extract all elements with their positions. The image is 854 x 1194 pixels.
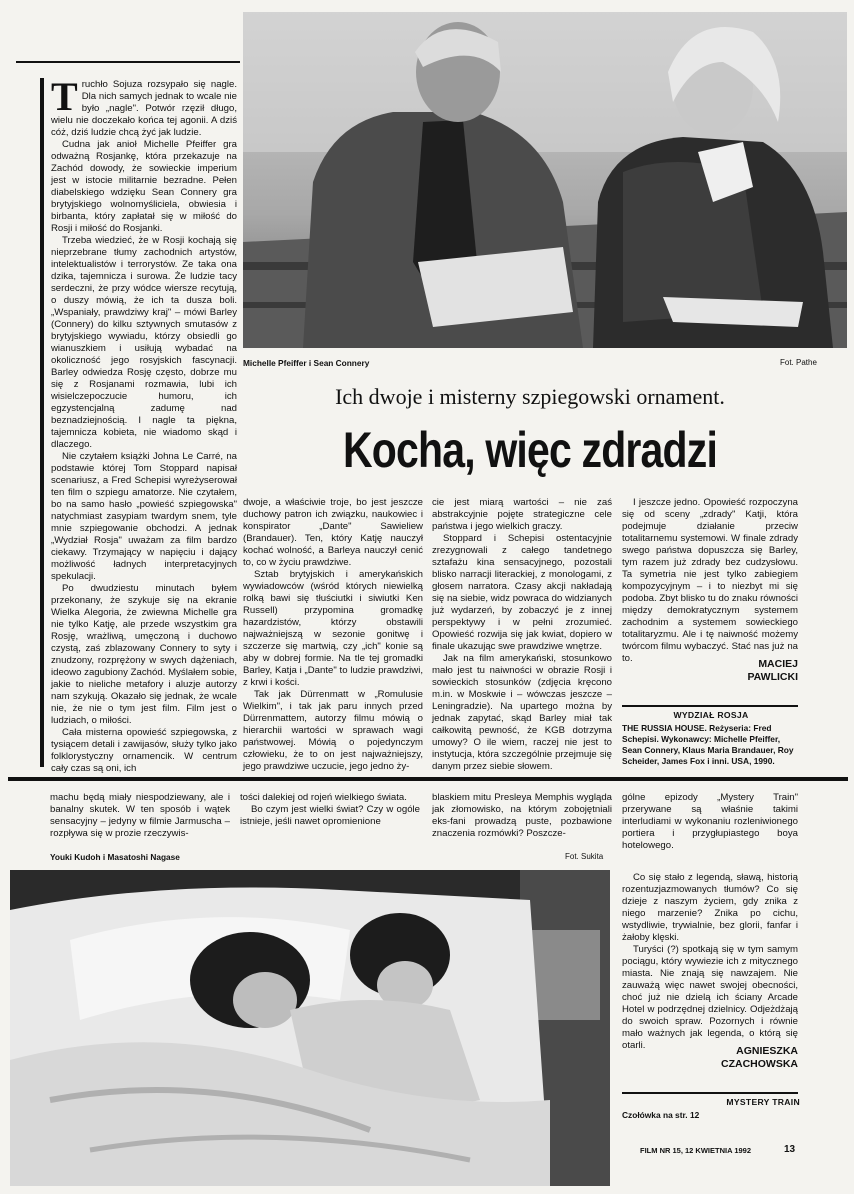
paragraph: Nie czytałem książki Johna Le Carré, na podstawie której Tom Stoppard napisał scenariusz, a Fred Schepisi wyreżyserował ten film o szpiegu amatorze. Nie czytałem, bo na samo hasło „powieść szpiegowska" natychmiast zasypiam twardym snem, tyle mnie szpiegowanie obchodzi. A jednak „Wydział Rosja" uważam za film bardzo ciekawy. Trzymający w napięciu i dający możliwość ładnych interpretacyjnych spekulacji. xyxy=(51,451,237,582)
issue-info: FILM NR 15, 12 KWIETNIA 1992 xyxy=(640,1146,751,1155)
article-column-2 xyxy=(243,497,423,772)
paragraph: machu będą miały niespodziewany, ale i banalny skutek. W ten sposób i wątek sensacyjny – jedyny w filmie Jarmuscha – rozpływa się w prozie rzeczywis- xyxy=(50,792,230,839)
author2-first-name: AGNIESZKA xyxy=(736,1045,798,1057)
photo2-credit: Fot. Sukita xyxy=(565,852,604,861)
article-column-1 xyxy=(51,74,237,774)
paragraph: Tak jak Dürrenmatt w „Romulusie Wielkim", i tak jak paru innych przed Dürrenmattem, autorzy filmu mówią o hierarchii wartości w sprawach wagi państwowej. Mówią o pojedynczym człowieku, że to on jest najważniejszy, jego prawdziwe uczucie, jego jedno ży- xyxy=(243,689,423,772)
article-headline: Kocha, więc zdradzi xyxy=(342,422,718,478)
paragraph: tości dalekiej od rojeń wielkiego świata. xyxy=(240,792,407,803)
photo-credit: Fot. Pathe xyxy=(780,358,817,367)
paragraph: Bo czym jest wielki świat? Czy w ogóle istnieje, jeśli nawet opromienione xyxy=(240,804,420,827)
section-divider xyxy=(8,777,848,781)
paragraph: Co się stało z legendą, sławą, historią rozentuzjazmowanych tłumów? Co się dzieje z naszym życiem, gdy znika z niego marzenie? Znika po cichu, wstydliwie, trywialnie, bez glorii, fanfar i żałoby klęski. xyxy=(622,872,798,943)
author-byline xyxy=(622,658,798,684)
film-still-russia-house xyxy=(243,12,847,348)
paragraph: blaskiem mitu Presleya Memphis wygląda jak złomowisko, na którym zobojętniali eks-fani prowadzą puste, pozbawione znaczenia rozmówki? Poszcze- xyxy=(432,792,612,839)
info-box2-rule xyxy=(622,1092,798,1094)
paragraph: ruchło Sojuza rozsypało się nagle. Dla nich samych jednak to wcale nie było „nagle". Potwór rzęził długo, wielu nie doczekało końca tej agonii. A dziś cóż, dziś ludzie chcą żyć jak ludzie. xyxy=(51,79,237,138)
film-info-box-2 xyxy=(622,1097,800,1121)
left-vertical-rule xyxy=(40,78,44,767)
article-subhead: Ich dwoje i misterny szpiegowski ornament. xyxy=(335,384,725,409)
film-still-mystery-train xyxy=(10,870,610,1186)
photo2-caption: Youki Kudoh i Masatoshi Nagase xyxy=(50,852,180,862)
info-box-rule xyxy=(622,705,798,707)
article2-column-2 xyxy=(240,792,420,852)
paragraph: cie jest miarą wartości – nie zaś abstrakcyjnie pojęte strategiczne cele państwa i jego wielkich graczy. xyxy=(432,497,612,532)
author2-byline xyxy=(622,1045,798,1071)
paragraph: I jeszcze jedno. Opowieść rozpoczyna się od sceny „zdrady" Katji, która podejmuje działanie przeciw totalitarnemu systemowi. W finale zdrady swego państwa dopuszcza się Barley, tym razem już zdrady bez cudzysłowu. Ta symetria nie jest tylko zabiegiem kompozycyjnym – i to niezbyt mi się podoba. Zbyt blisko tu do znaku równości między demokratycznym systemem zachodnim a systemem sowieckiego totalitaryzmu. Ale i tę naiwność możemy twórcom filmu wybaczyć. Stać nas już na to. xyxy=(622,497,798,664)
photo-caption: Michelle Pfeiffer i Sean Connery xyxy=(243,358,370,368)
article2-column-1 xyxy=(50,792,230,840)
paragraph: Stoppard i Schepisi ostentacyjnie zrezygnowali z całego tandetnego sztafażu kina sensacyjnego, pozostali blisko narracji literackiej, z monologami, z głosem narratora. Czasy akcji nakładają się na siebie, widz powraca do widzianych już wydarzeń, by zobaczyć je z innej perspektywy i w pełni zrozumieć. Opowieść rozwija się jak kwiat, dopiero w finale ukazując swe prawdziwe wnętrze. xyxy=(432,533,612,652)
info-box-text: THE RUSSIA HOUSE. Reżyseria: Fred Schepisi. Wykonawcy: Michelle Pfeiffer, Sean Connery, Klaus Maria Brandauer, Roy Scheider, James Fox i inni. USA, 1990. xyxy=(622,723,794,766)
author-last-name: PAWLICKI xyxy=(747,671,798,683)
paragraph: Po dwudziestu minutach byłem przekonany, że szykuje się na ekranie Wielka Alegoria, że zwiewna Michelle gra nie tylko Katję, ale przede wszystkim gra Rosję, wrażliwą, umęczoną i duchowo czystą, zaś zblazowany Connery to syty i znudzony, rozprężony w swych dążeniach, ideowo zagubiony Zachód. Myślałem sobie, jakie to nieliche metafory i aluzje autorzy nam szykują. Okazało się jednak, że wcale nie, że nie o tym jest film. Film jest o ludziach, o miłości. xyxy=(51,583,237,726)
paragraph: dwoje, a właściwie troje, bo jest jeszcze duchowy patron ich związku, naukowiec i konspirator „Dante" Sawieliew (Brandauer). Ten, który Katję nauczył kochać wolność, a Barleya nauczył cenić to, co w życiu prawdziwe. xyxy=(243,497,423,568)
page-number: 13 xyxy=(784,1144,796,1155)
article2-column-3 xyxy=(432,792,612,840)
article2-column-4 xyxy=(622,792,798,851)
paragraph: Sztab brytyjskich i amerykańskich wywiadowców (wśród których niewielką rolką bawi się tłuściutki i siwiutki Ken Russell) przypomina gromadkę hazardzistów, którzy obstawili najważniejszą w sezonie gonitwę i szczerze się martwią, czy „ich" konie są aby w dobrej formie. Na tle tej gromadki Barley, Katja i „Dante" to ludzie prawdziwi, z krwi i kości. xyxy=(243,569,423,688)
author2-last-name: CZACHOWSKA xyxy=(721,1058,798,1070)
top-rule xyxy=(16,61,240,63)
author-first-name: MACIEJ xyxy=(758,658,798,670)
paragraph: Cała misterna opowieść szpiegowska, z tysiącem detali i zawijasów, służy tylko jako folklorystyczny ornamencik. W centrum cały czas są oni, ich xyxy=(51,727,237,774)
paragraph: Trzeba wiedzieć, że w Rosji kochają się nieprzebrane tłumy zachodnich artystów, intelektualistów i terrorystów. Ze taka ona dzika, tajemnicza i surowa. Że ludzie tacy serdeczni, że przy wódce wiersze recytują, o duszy mówią, że ich ta dusza boli. „Wspaniały, prawdziwy kraj" – mówi Barley (Connery) do kilku sztywnych smutasów z brytyjskiego wywiadu, którzy obsiedli go wianuszkiem i usiłują wybadać na okoliczność jego rosyjskich fascynacji. Barley odwiedza Rosję często, dobrze mu się z Rosjanami rozmawia, lubi ich wisielczepoczucie humoru, ich egzystencjalną zadumę nad beznadziejnością. I nagle ta piękna, tajemnicza kobieta, nie wiadomo skąd i dlaczego. xyxy=(51,235,237,450)
film-info-box xyxy=(622,710,800,767)
paragraph: Jak na film amerykański, stosunkowo mało jest tu naiwności w obrazie Rosji i sowieckich stosunków (zdjęcia kręcono m.in. w Moskwie i – wówczas jeszcze – Leningradzie). Na upartego można by jednak zapytać, skąd Barley miał tak całkowitą pewność, że KGB dotrzyma umowy? O ile wiem, raczej nie jest to instytucja, która szczególnie przejmuje się danym przez siebie słowem. xyxy=(432,653,612,772)
info-box2-text: Czołówka na str. 12 xyxy=(622,1110,700,1120)
paragraph: Cudna jak anioł Michelle Pfeiffer gra odważną Rosjankę, która przekazuje na Zachód dowody, że sowieckie imperium jest w istocie militarnie bezradne. Pełen diabelskiego wdzięku Sean Connery gra brytyjskiego wolnomyśliciela, obwiesia i birbanta, który zapłatał się w miłość do Rosji i miłość do Rosjanki. xyxy=(51,139,237,234)
drop-cap: T xyxy=(51,74,78,119)
info-box-title: WYDZIAŁ ROSJA xyxy=(673,710,749,720)
article-column-3 xyxy=(432,497,612,772)
photo2-illustration xyxy=(10,870,610,1186)
info-box2-title: MYSTERY TRAIN xyxy=(726,1097,800,1107)
paragraph: gólne epizody „Mystery Train" przerywane są właśnie takimi interludiami w wykonaniu rozleniwionego portiera i przygłupiastego boya hotelowego. xyxy=(622,792,798,851)
photo-illustration xyxy=(243,12,847,348)
paragraph: Turyści (?) spotkają się w tym samym pociągu, który wywiezie ich z mitycznego miasta. Nie znają się nawzajem. Nie zauważą więc nawet swojej obecności, choć już nie dzielą ich ściany Arcade Hotel w podrzędnej dzielnicy. Odjeżdżają do swoich spraw. Pozornych i równie mało ważnych jak legenda, o którą się otarli. xyxy=(622,944,798,1051)
